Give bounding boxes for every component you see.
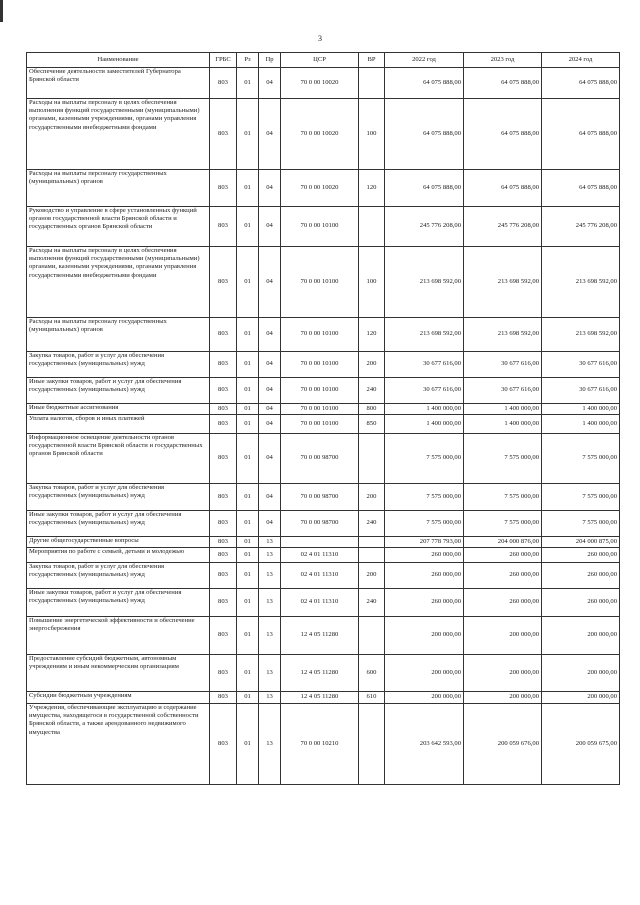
cell-csr: 70 0 00 10020 xyxy=(281,68,359,99)
table-row xyxy=(27,404,620,415)
cell-vr xyxy=(359,207,385,247)
cell-2023: 200 059 676,00 xyxy=(464,704,542,785)
cell-2024: 204 000 875,00 xyxy=(542,537,620,548)
col-vr-header: ВР xyxy=(359,53,385,68)
cell-pr: 04 xyxy=(259,352,281,378)
cell-pr: 04 xyxy=(259,484,281,511)
cell-vr: 610 xyxy=(359,692,385,704)
cell-2024: 64 075 888,00 xyxy=(542,99,620,170)
cell-2024: 260 000,00 xyxy=(542,589,620,617)
cell-pr: 04 xyxy=(259,415,281,434)
cell-pr: 04 xyxy=(259,511,281,537)
cell-2022: 7 575 000,00 xyxy=(385,484,464,511)
cell-2023: 64 075 888,00 xyxy=(464,68,542,99)
page-number: 3 xyxy=(318,34,322,43)
cell-2024: 7 575 000,00 xyxy=(542,511,620,537)
cell-2022: 200 000,00 xyxy=(385,692,464,704)
cell-rz: 01 xyxy=(237,704,259,785)
cell-vr: 120 xyxy=(359,318,385,352)
cell-name: Расходы на выплаты персоналу государственных (муниципальных) органов xyxy=(27,318,210,352)
table-row xyxy=(27,352,620,378)
cell-csr: 70 0 00 10100 xyxy=(281,378,359,404)
cell-2024: 7 575 000,00 xyxy=(542,484,620,511)
cell-grbs: 803 xyxy=(210,617,237,655)
cell-2024: 200 000,00 xyxy=(542,617,620,655)
cell-rz: 01 xyxy=(237,404,259,415)
cell-name: Закупка товаров, работ и услуг для обеспечения государственных (муниципальных) нужд xyxy=(27,484,210,511)
col-rz-header: Рз xyxy=(237,53,259,68)
cell-2023: 7 575 000,00 xyxy=(464,434,542,484)
cell-grbs: 803 xyxy=(210,68,237,99)
cell-rz: 01 xyxy=(237,434,259,484)
cell-vr xyxy=(359,537,385,548)
table-row xyxy=(27,68,620,99)
cell-pr: 04 xyxy=(259,99,281,170)
cell-2022: 30 677 616,00 xyxy=(385,352,464,378)
table-row xyxy=(27,511,620,537)
cell-csr: 70 0 00 10100 xyxy=(281,247,359,318)
cell-pr: 04 xyxy=(259,247,281,318)
cell-2023: 200 000,00 xyxy=(464,655,542,692)
cell-2022: 1 400 000,00 xyxy=(385,404,464,415)
col-grbs-header: ГРБС xyxy=(210,53,237,68)
table-row xyxy=(27,378,620,404)
cell-grbs: 803 xyxy=(210,170,237,207)
cell-2022: 260 000,00 xyxy=(385,589,464,617)
cell-vr: 100 xyxy=(359,247,385,318)
cell-rz: 01 xyxy=(237,511,259,537)
table-header-row xyxy=(27,53,620,68)
cell-vr: 600 xyxy=(359,655,385,692)
table-row xyxy=(27,318,620,352)
cell-vr: 240 xyxy=(359,589,385,617)
cell-name: Закупка товаров, работ и услуг для обеспечения государственных (муниципальных) нужд xyxy=(27,563,210,589)
cell-2022: 213 698 592,00 xyxy=(385,247,464,318)
cell-grbs: 803 xyxy=(210,548,237,563)
cell-vr: 200 xyxy=(359,484,385,511)
cell-2024: 200 000,00 xyxy=(542,655,620,692)
cell-vr: 240 xyxy=(359,511,385,537)
cell-pr: 13 xyxy=(259,617,281,655)
cell-2023: 260 000,00 xyxy=(464,589,542,617)
cell-rz: 01 xyxy=(237,537,259,548)
cell-2022: 64 075 888,00 xyxy=(385,170,464,207)
cell-2024: 260 000,00 xyxy=(542,563,620,589)
cell-2024: 7 575 000,00 xyxy=(542,434,620,484)
cell-vr: 850 xyxy=(359,415,385,434)
col-pr-header: Пр xyxy=(259,53,281,68)
cell-2023: 260 000,00 xyxy=(464,563,542,589)
table-row xyxy=(27,692,620,704)
cell-name: Мероприятия по работе с семьей, детьми и молодежью xyxy=(27,548,210,563)
cell-rz: 01 xyxy=(237,617,259,655)
cell-rz: 01 xyxy=(237,68,259,99)
cell-2023: 200 000,00 xyxy=(464,617,542,655)
cell-name: Закупка товаров, работ и услуг для обеспечения государственных (муниципальных) нужд xyxy=(27,352,210,378)
cell-csr: 70 0 00 10020 xyxy=(281,99,359,170)
cell-csr: 02 4 01 11310 xyxy=(281,563,359,589)
cell-pr: 04 xyxy=(259,434,281,484)
cell-csr xyxy=(281,537,359,548)
cell-pr: 13 xyxy=(259,563,281,589)
cell-2024: 1 400 000,00 xyxy=(542,404,620,415)
cell-2023: 213 698 592,00 xyxy=(464,247,542,318)
cell-grbs: 803 xyxy=(210,563,237,589)
cell-name: Субсидии бюджетным учреждениям xyxy=(27,692,210,704)
cell-2024: 245 776 208,00 xyxy=(542,207,620,247)
cell-csr: 70 0 00 10100 xyxy=(281,404,359,415)
cell-2024: 30 677 616,00 xyxy=(542,378,620,404)
cell-2022: 245 776 208,00 xyxy=(385,207,464,247)
cell-rz: 01 xyxy=(237,170,259,207)
cell-2022: 7 575 000,00 xyxy=(385,434,464,484)
cell-rz: 01 xyxy=(237,655,259,692)
cell-grbs: 803 xyxy=(210,318,237,352)
cell-rz: 01 xyxy=(237,318,259,352)
cell-csr: 70 0 00 98700 xyxy=(281,434,359,484)
cell-grbs: 803 xyxy=(210,99,237,170)
cell-2022: 1 400 000,00 xyxy=(385,415,464,434)
cell-pr: 04 xyxy=(259,378,281,404)
table-row xyxy=(27,415,620,434)
table-row xyxy=(27,704,620,785)
cell-rz: 01 xyxy=(237,589,259,617)
cell-2023: 213 698 592,00 xyxy=(464,318,542,352)
cell-rz: 01 xyxy=(237,99,259,170)
cell-csr: 12 4 05 11280 xyxy=(281,617,359,655)
cell-rz: 01 xyxy=(237,378,259,404)
cell-2022: 200 000,00 xyxy=(385,617,464,655)
cell-pr: 13 xyxy=(259,537,281,548)
cell-2024: 200 059 675,00 xyxy=(542,704,620,785)
table-row xyxy=(27,655,620,692)
cell-vr: 800 xyxy=(359,404,385,415)
cell-name: Уплата налогов, сборов и иных платежей xyxy=(27,415,210,434)
cell-2024: 30 677 616,00 xyxy=(542,352,620,378)
col-2024-header: 2024 год xyxy=(542,53,620,68)
cell-pr: 04 xyxy=(259,207,281,247)
cell-2022: 30 677 616,00 xyxy=(385,378,464,404)
cell-csr: 70 0 00 98700 xyxy=(281,484,359,511)
cell-pr: 13 xyxy=(259,548,281,563)
cell-name: Обеспечение деятельности заместителей Губернатора Брянской области xyxy=(27,68,210,99)
cell-vr: 100 xyxy=(359,99,385,170)
cell-2024: 213 698 592,00 xyxy=(542,247,620,318)
cell-rz: 01 xyxy=(237,692,259,704)
table-row xyxy=(27,589,620,617)
cell-2023: 30 677 616,00 xyxy=(464,352,542,378)
cell-name: Повышение энергетической эффективности и обеспечение энергосбережения xyxy=(27,617,210,655)
cell-2022: 260 000,00 xyxy=(385,563,464,589)
cell-2023: 1 400 000,00 xyxy=(464,404,542,415)
cell-pr: 13 xyxy=(259,704,281,785)
cell-grbs: 803 xyxy=(210,692,237,704)
cell-grbs: 803 xyxy=(210,655,237,692)
cell-name: Иные закупки товаров, работ и услуг для обеспечения государственных (муниципальных) нужд xyxy=(27,378,210,404)
cell-csr: 70 0 00 98700 xyxy=(281,511,359,537)
cell-rz: 01 xyxy=(237,548,259,563)
cell-2022: 213 698 592,00 xyxy=(385,318,464,352)
cell-vr xyxy=(359,434,385,484)
cell-2022: 260 000,00 xyxy=(385,548,464,563)
col-2022-header: 2022 год xyxy=(385,53,464,68)
cell-name: Расходы на выплаты персоналу в целях обеспечения выполнения функций государственными (муниципальными) органами, казенными учреждениями, органами управления государственными внебюджетными фондами xyxy=(27,247,210,318)
cell-csr: 70 0 00 10100 xyxy=(281,352,359,378)
cell-grbs: 803 xyxy=(210,247,237,318)
cell-2024: 260 000,00 xyxy=(542,548,620,563)
table-row xyxy=(27,548,620,563)
cell-2024: 213 698 592,00 xyxy=(542,318,620,352)
cell-pr: 04 xyxy=(259,68,281,99)
cell-grbs: 803 xyxy=(210,404,237,415)
cell-vr xyxy=(359,704,385,785)
cell-2024: 1 400 000,00 xyxy=(542,415,620,434)
cell-csr: 12 4 05 11280 xyxy=(281,655,359,692)
table-row xyxy=(27,434,620,484)
cell-grbs: 803 xyxy=(210,352,237,378)
cell-2023: 1 400 000,00 xyxy=(464,415,542,434)
table-row xyxy=(27,537,620,548)
cell-2023: 7 575 000,00 xyxy=(464,511,542,537)
cell-2022: 200 000,00 xyxy=(385,655,464,692)
cell-vr: 120 xyxy=(359,170,385,207)
col-2023-header: 2023 год xyxy=(464,53,542,68)
table-row xyxy=(27,617,620,655)
table-row xyxy=(27,484,620,511)
cell-pr: 13 xyxy=(259,692,281,704)
cell-grbs: 803 xyxy=(210,207,237,247)
cell-vr xyxy=(359,68,385,99)
cell-name: Предоставление субсидий бюджетным, автономным учреждениям и иным некоммерческим организациям xyxy=(27,655,210,692)
cell-2023: 64 075 888,00 xyxy=(464,170,542,207)
cell-pr: 13 xyxy=(259,589,281,617)
cell-csr: 02 4 01 11310 xyxy=(281,589,359,617)
cell-rz: 01 xyxy=(237,207,259,247)
table-body xyxy=(27,68,620,785)
cell-rz: 01 xyxy=(237,352,259,378)
cell-grbs: 803 xyxy=(210,511,237,537)
cell-vr: 200 xyxy=(359,563,385,589)
cell-rz: 01 xyxy=(237,563,259,589)
cell-grbs: 803 xyxy=(210,378,237,404)
cell-vr xyxy=(359,548,385,563)
cell-name: Иные закупки товаров, работ и услуг для обеспечения государственных (муниципальных) нужд xyxy=(27,511,210,537)
cell-csr: 12 4 05 11280 xyxy=(281,692,359,704)
cell-grbs: 803 xyxy=(210,537,237,548)
cell-rz: 01 xyxy=(237,247,259,318)
cell-csr: 70 0 00 10100 xyxy=(281,318,359,352)
cell-csr: 70 0 00 10020 xyxy=(281,170,359,207)
cell-vr: 200 xyxy=(359,352,385,378)
cell-name: Информационное освещение деятельности органов государственной власти Брянской области и государственных органов Брянской области xyxy=(27,434,210,484)
cell-csr: 70 0 00 10100 xyxy=(281,207,359,247)
cell-rz: 01 xyxy=(237,484,259,511)
cell-2024: 64 075 888,00 xyxy=(542,68,620,99)
budget-table xyxy=(26,52,620,785)
cell-name: Учреждения, обеспечивающие эксплуатацию и содержание имущества, находящегося в государственной собственности Брянской области, а также арендованного недвижимого имущества xyxy=(27,704,210,785)
cell-name: Иные закупки товаров, работ и услуг для обеспечения государственных (муниципальных) нужд xyxy=(27,589,210,617)
cell-2023: 204 000 876,00 xyxy=(464,537,542,548)
cell-grbs: 803 xyxy=(210,484,237,511)
cell-name: Расходы на выплаты персоналу государственных (муниципальных) органов xyxy=(27,170,210,207)
cell-2023: 30 677 616,00 xyxy=(464,378,542,404)
cell-csr: 70 0 00 10210 xyxy=(281,704,359,785)
table-row xyxy=(27,207,620,247)
cell-name: Иные бюджетные ассигнования xyxy=(27,404,210,415)
cell-2023: 64 075 888,00 xyxy=(464,99,542,170)
table-row xyxy=(27,99,620,170)
cell-grbs: 803 xyxy=(210,589,237,617)
cell-2023: 260 000,00 xyxy=(464,548,542,563)
cell-2024: 64 075 888,00 xyxy=(542,170,620,207)
cell-2024: 200 000,00 xyxy=(542,692,620,704)
cell-2022: 7 575 000,00 xyxy=(385,511,464,537)
cell-name: Руководство и управление в сфере установленных функций органов государственной власти Брянской области и государственных органов Брянской области xyxy=(27,207,210,247)
cell-csr: 70 0 00 10100 xyxy=(281,415,359,434)
cell-2023: 245 776 208,00 xyxy=(464,207,542,247)
cell-vr xyxy=(359,617,385,655)
cell-name: Другие общегосударственные вопросы xyxy=(27,537,210,548)
cell-2023: 200 000,00 xyxy=(464,692,542,704)
cell-grbs: 803 xyxy=(210,415,237,434)
cell-2022: 64 075 888,00 xyxy=(385,99,464,170)
cell-pr: 04 xyxy=(259,170,281,207)
cell-name: Расходы на выплаты персоналу в целях обеспечения выполнения функций государственными (муниципальными) органами, казенными учреждениями, органами управления государственными внебюджетными фондами xyxy=(27,99,210,170)
cell-grbs: 803 xyxy=(210,434,237,484)
cell-2022: 207 778 793,00 xyxy=(385,537,464,548)
cell-csr: 02 4 01 11310 xyxy=(281,548,359,563)
cell-2022: 64 075 888,00 xyxy=(385,68,464,99)
cell-pr: 04 xyxy=(259,318,281,352)
cell-pr: 13 xyxy=(259,655,281,692)
table-row xyxy=(27,170,620,207)
table-row xyxy=(27,247,620,318)
cell-2023: 7 575 000,00 xyxy=(464,484,542,511)
cell-pr: 04 xyxy=(259,404,281,415)
cell-grbs: 803 xyxy=(210,704,237,785)
col-csr-header: ЦСР xyxy=(281,53,359,68)
cell-vr: 240 xyxy=(359,378,385,404)
scan-edge-mark xyxy=(0,0,3,22)
cell-rz: 01 xyxy=(237,415,259,434)
cell-2022: 203 642 593,00 xyxy=(385,704,464,785)
table-row xyxy=(27,563,620,589)
col-name-header: Наименование xyxy=(27,53,210,68)
